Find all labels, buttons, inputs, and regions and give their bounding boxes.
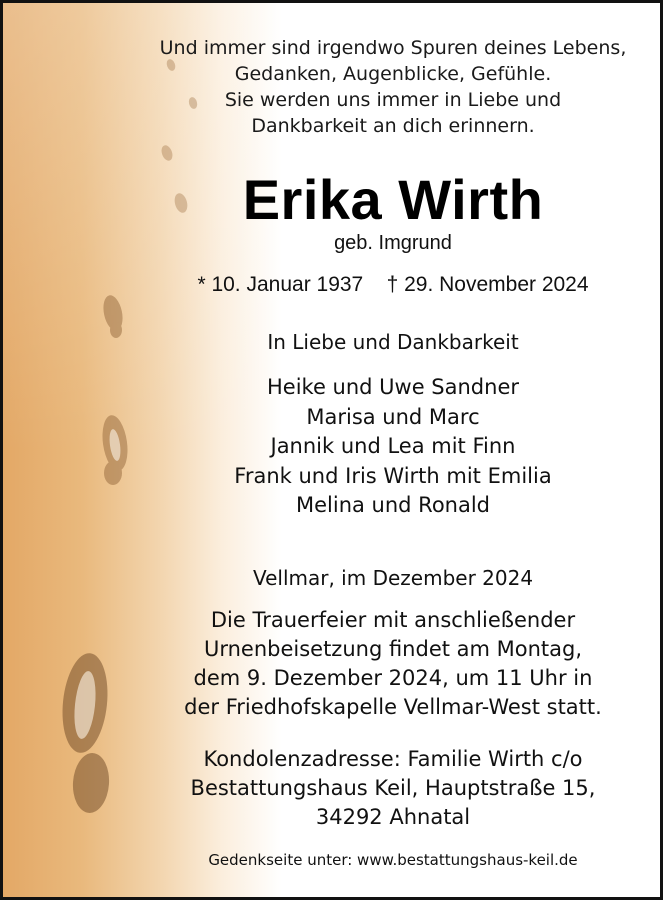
mourners-list: [63, 373, 663, 521]
ceremony-line: dem 9. Dezember 2024, um 11 Uhr in: [193, 666, 593, 690]
life-dates: [63, 273, 663, 297]
mourner: Marisa und Marc: [306, 404, 480, 429]
address-line: Bestattungshaus Keil, Hauptstraße 15,: [190, 776, 596, 800]
poem-line: Dankbarkeit an dich erinnern.: [251, 115, 535, 137]
memorial-poem: [113, 35, 663, 139]
mourner: Frank und Iris Wirth mit Emilia: [234, 463, 552, 488]
address-line: 34292 Ahnatal: [315, 805, 471, 829]
place-and-date: Vellmar, im Dezember 2024: [252, 566, 534, 590]
mourner: Heike und Uwe Sandner: [266, 375, 520, 399]
memorial-page-link[interactable]: Gedenkseite unter: www.bestattungshaus-keil.de: [208, 851, 578, 869]
poem-line: Gedanken, Augenblicke, Gefühle.: [234, 63, 552, 85]
birth-date: * 10. Januar 1937: [197, 273, 364, 296]
thanks-line: In Liebe und Dankbarkeit: [267, 330, 519, 354]
ceremony-line: Die Trauerfeier mit anschließender: [210, 608, 576, 632]
ceremony-notice: [63, 606, 663, 722]
maiden-name: geb. Imgrund: [334, 232, 452, 254]
mourner: Melina und Ronald: [295, 493, 491, 517]
deceased-name: Erika Wirth: [242, 168, 544, 231]
poem-line: Sie werden uns immer in Liebe und: [224, 89, 562, 111]
poem-line: Und immer sind irgendwo Spuren deines Lebens,: [159, 37, 627, 59]
death-date: † 29. November 2024: [386, 273, 589, 296]
mourner: Jannik und Lea mit Finn: [270, 434, 516, 458]
condolence-address: [63, 745, 663, 832]
ceremony-line: der Friedhofskapelle Vellmar-West statt.: [184, 695, 602, 719]
address-line: Kondolenzadresse: Familie Wirth c/o: [203, 747, 583, 771]
ceremony-line: Urnenbeisetzung findet am Montag,: [203, 637, 583, 661]
